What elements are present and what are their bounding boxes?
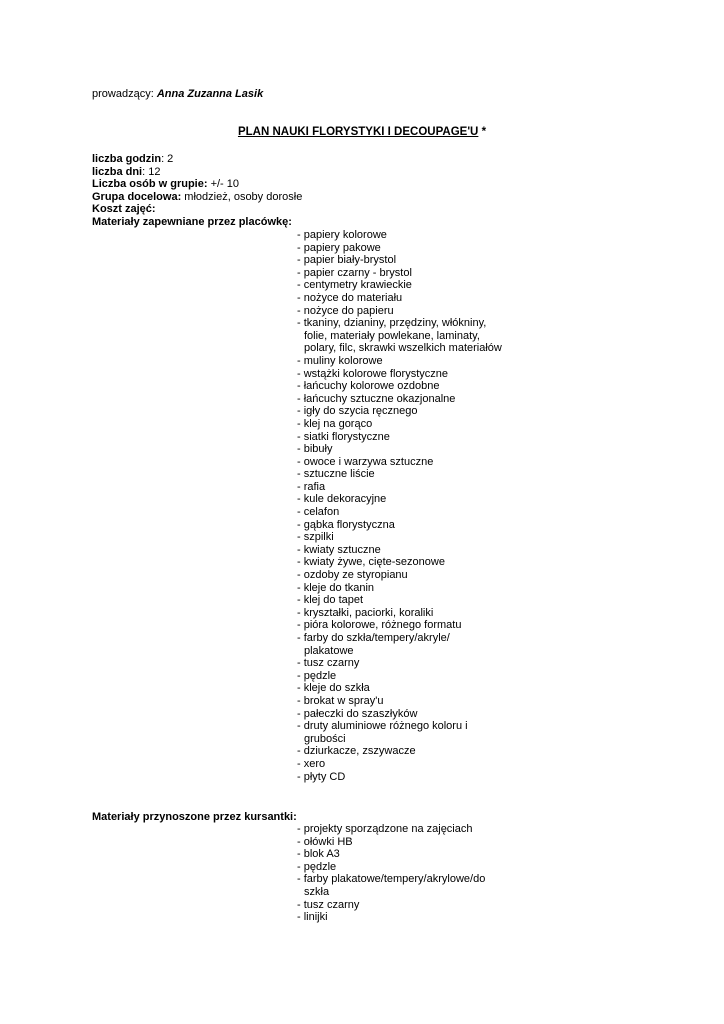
list-item: - igły do szycia ręcznego xyxy=(297,405,418,418)
course-info xyxy=(92,153,302,229)
list-item: - blok A3 xyxy=(297,848,340,861)
list-item: - klej do tapet xyxy=(297,594,364,607)
list-item: - płyty CD xyxy=(297,770,346,783)
info-key: Materiały zapewniane przez placówkę: xyxy=(92,215,292,228)
list-item: - papier czarny - brystol xyxy=(297,266,412,279)
list-item: - bibuły xyxy=(297,443,333,456)
list-item: - farby plakatowe/tempery/akrylowe/do szkła xyxy=(297,873,486,898)
list-item: - pędzle xyxy=(297,669,337,682)
list-item: - kryształki, paciorki, koraliki xyxy=(297,606,434,619)
info-value: +/- 10 xyxy=(207,178,240,191)
list-item: - brokat w spray'u xyxy=(297,694,384,707)
list-item: - gąbka florystyczna xyxy=(297,518,395,531)
list-item: - pędzle xyxy=(297,860,337,873)
info-key: liczba dni xyxy=(92,165,143,178)
info-value: : 12 xyxy=(142,165,161,178)
list-item: - kleje do tkanin xyxy=(297,581,375,594)
info-row-materials-heading xyxy=(92,216,302,229)
list-item: - owoce i warzywa sztuczne xyxy=(297,455,434,468)
brought-materials-heading: Materiały przynoszone przez kursantki: xyxy=(92,811,297,823)
list-item: - ołówki HB xyxy=(297,835,353,848)
brought-materials-list xyxy=(297,823,502,924)
list-item: - dziurkacze, zszywacze xyxy=(297,745,416,758)
list-item: - łańcuchy kolorowe ozdobne xyxy=(297,380,440,393)
info-key: liczba godzin xyxy=(92,153,162,165)
info-key: Liczba osób w grupie: xyxy=(92,178,208,191)
title-asterisk: * xyxy=(478,126,487,138)
info-value: : 2 xyxy=(161,153,174,165)
list-item: - pałeczki do szaszłyków xyxy=(297,707,418,720)
list-item: - papier biały-brystol xyxy=(297,254,397,267)
list-item: - celafon xyxy=(297,506,340,519)
info-row-target-group xyxy=(92,191,302,204)
info-row-hours xyxy=(92,153,302,166)
list-item: - rafia xyxy=(297,480,326,493)
list-item: - papiery kolorowe xyxy=(297,229,387,241)
list-item: - farby do szkła/tempery/akryle/ plakatowe xyxy=(297,632,450,657)
info-row-group-size xyxy=(92,178,302,191)
list-item: - wstążki kolorowe florystyczne xyxy=(297,367,448,380)
info-value: młodzież, osoby dorosłe xyxy=(181,190,303,203)
list-item: - kwiaty żywe, cięte-sezonowe xyxy=(297,556,445,569)
list-item: - linijki xyxy=(297,911,328,924)
list-item: - łańcuchy sztuczne okazjonalne xyxy=(297,392,456,405)
info-row-cost xyxy=(92,203,302,216)
list-item: - papiery pakowe xyxy=(297,241,381,254)
title-text: PLAN NAUKI FLORYSTYKI I DECOUPAGE'U xyxy=(237,126,479,138)
info-key: Grupa docelowa: xyxy=(92,190,182,203)
list-item: - kule dekoracyjne xyxy=(297,493,387,506)
instructor-line xyxy=(92,88,263,101)
list-item: - tusz czarny xyxy=(297,657,360,670)
list-item: - pióra kolorowe, różnego formatu xyxy=(297,619,462,632)
list-item: - klej na gorąco xyxy=(297,417,373,430)
list-item: - ozdoby ze styropianu xyxy=(297,569,408,582)
provided-materials-list xyxy=(297,229,502,783)
list-item: - nożyce do materiału xyxy=(297,291,403,304)
list-item: - kleje do szkła xyxy=(297,682,370,695)
list-item: - druty aluminiowe różnego koloru i grubości xyxy=(297,720,468,745)
info-row-days xyxy=(92,166,302,179)
list-item: - szpilki xyxy=(297,531,334,544)
document-title xyxy=(0,126,724,139)
list-item: - muliny kolorowe xyxy=(297,354,383,367)
list-item: - tkaniny, dzianiny, przędziny, włókniny, folie, materiały powlekane, laminaty, polary, filc, skrawki wszelkich materiałów xyxy=(297,317,502,355)
instructor-name: Anna Zuzanna Lasik xyxy=(156,88,264,100)
list-item: - tusz czarny xyxy=(297,898,360,911)
list-item: - siatki florystyczne xyxy=(297,430,390,443)
list-item: - kwiaty sztuczne xyxy=(297,543,381,556)
info-key: Koszt zajęć: xyxy=(92,203,156,216)
list-item: - centymetry krawieckie xyxy=(297,279,412,292)
list-item: - sztuczne liście xyxy=(297,468,375,481)
instructor-label: prowadzący: xyxy=(92,88,154,100)
list-item: - projekty sporządzone na zajęciach xyxy=(297,823,473,835)
list-item: - nożyce do papieru xyxy=(297,304,394,317)
list-item: - xero xyxy=(297,757,326,770)
